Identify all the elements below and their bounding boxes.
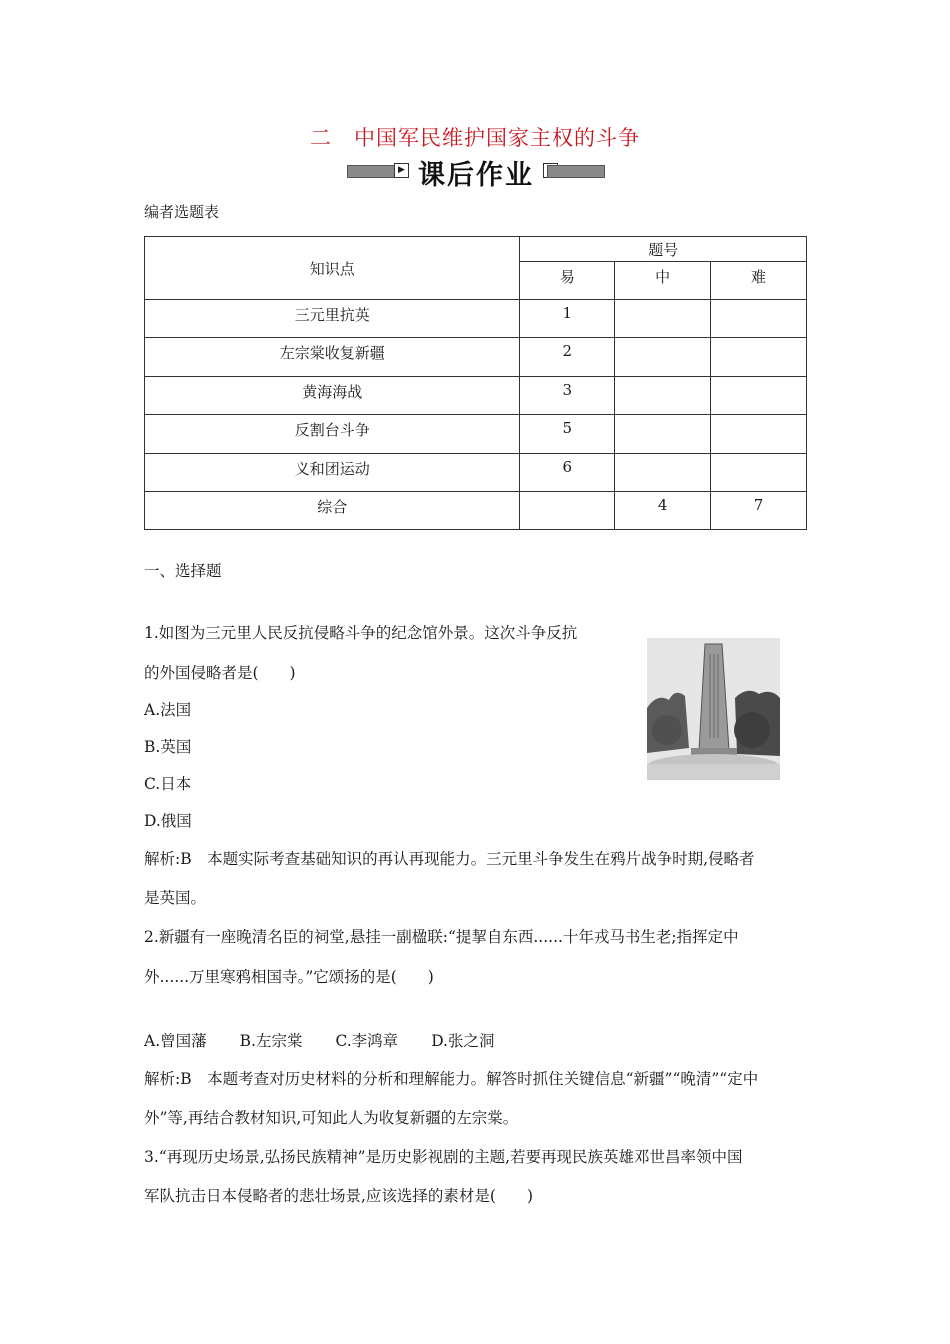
medium-cell	[615, 338, 711, 377]
topic-table	[144, 236, 807, 530]
option-d: D.张之洞	[431, 1032, 495, 1050]
hard-cell	[711, 377, 807, 415]
topic-cell: 黄海海战	[145, 377, 520, 415]
table-caption: 编者选题表	[144, 203, 220, 221]
option-d: D.俄国	[144, 812, 192, 830]
question-2-options	[144, 1029, 495, 1051]
question-1-line-2: 的外国侵略者是( )	[144, 664, 296, 682]
medium-cell	[615, 415, 711, 454]
question-2-line-2: 外......万里寒鸦相国寺。”它颂扬的是( )	[144, 968, 434, 986]
memorial-monument-image	[647, 638, 780, 780]
easy-cell: 2	[520, 338, 615, 377]
option-b: B.左宗棠	[239, 1032, 303, 1050]
answer-2-line-2: 外”等,再结合教材知识,可知此人为收复新疆的左宗棠。	[144, 1109, 519, 1127]
header-hard: 难	[711, 262, 807, 300]
medium-cell: 4	[615, 492, 711, 530]
question-2-line-1: 2.新疆有一座晚清名臣的祠堂,悬挂一副楹联:“提挈自东西......十年戎马书生老;指挥定中	[144, 928, 739, 946]
play-right-icon: ▶	[394, 163, 409, 178]
answer-1-line-2: 是英国。	[144, 889, 207, 907]
easy-cell: 6	[520, 454, 615, 492]
easy-cell: 5	[520, 415, 615, 454]
header-medium: 中	[615, 262, 711, 300]
header-knowledge-point: 知识点	[145, 237, 520, 300]
table-row	[145, 454, 807, 492]
homework-banner	[347, 156, 605, 191]
topic-cell: 三元里抗英	[145, 300, 520, 338]
easy-cell	[520, 492, 615, 530]
hard-cell	[711, 415, 807, 454]
memorial-photo	[647, 638, 780, 780]
question-3-line-1: 3.“再现历史场景,弘扬民族精神”是历史影视剧的主题,若要再现民族英雄邓世昌率领中国	[144, 1148, 743, 1166]
medium-cell	[615, 377, 711, 415]
topic-cell: 反割台斗争	[145, 415, 520, 454]
banner-label: 课后作业	[418, 160, 534, 191]
banner-right-bar	[547, 165, 605, 178]
table-row	[145, 415, 807, 454]
topic-cell: 左宗棠收复新疆	[145, 338, 520, 377]
header-question-number: 题号	[520, 237, 807, 262]
topic-cell: 综合	[145, 492, 520, 530]
page-title: 二 中国军民维护国家主权的斗争	[310, 126, 640, 150]
table-row	[145, 492, 807, 530]
answer-1-line-1: 解析:B 本题实际考查基础知识的再认再现能力。三元里斗争发生在鸦片战争时期,侵略者	[144, 850, 755, 868]
option-c: C.日本	[144, 775, 192, 793]
option-a: A.法国	[144, 701, 192, 719]
section-heading: 一、选择题	[144, 562, 222, 580]
answer-2-line-1: 解析:B 本题考查对历史材料的分析和理解能力。解答时抓住关键信息“新疆”“晚清”“定中	[144, 1070, 759, 1088]
hard-cell	[711, 300, 807, 338]
easy-cell: 3	[520, 377, 615, 415]
option-b: B.英国	[144, 738, 192, 756]
option-a: A.曾国藩	[144, 1032, 207, 1050]
hard-cell	[711, 338, 807, 377]
easy-cell: 1	[520, 300, 615, 338]
hard-cell	[711, 454, 807, 492]
question-1-line-1: 1.如图为三元里人民反抗侵略斗争的纪念馆外景。这次斗争反抗	[144, 624, 578, 642]
option-c: C.李鸿章	[335, 1032, 399, 1050]
topic-cell: 义和团运动	[145, 454, 520, 492]
table-row	[145, 338, 807, 377]
table-row	[145, 377, 807, 415]
table-header-row	[145, 237, 807, 262]
medium-cell	[615, 454, 711, 492]
header-easy: 易	[520, 262, 615, 300]
medium-cell	[615, 300, 711, 338]
hard-cell: 7	[711, 492, 807, 530]
table-row	[145, 300, 807, 338]
question-3-line-2: 军队抗击日本侵略者的悲壮场景,应该选择的素材是( )	[144, 1187, 534, 1205]
